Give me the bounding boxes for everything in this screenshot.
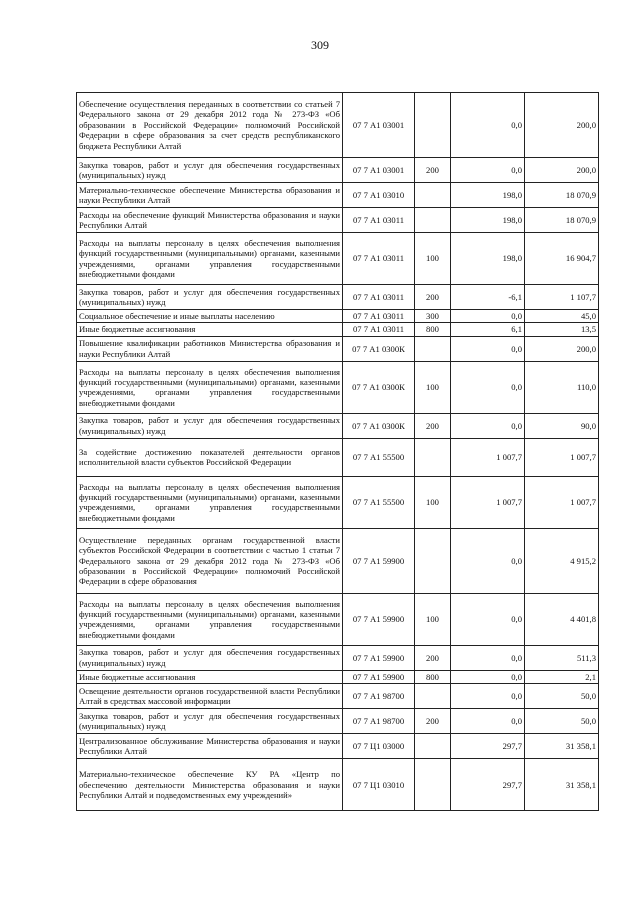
table-row — [77, 336, 599, 361]
row-name: Закупка товаров, работ и услуг для обеспечения государственных (муниципальных) нужд — [77, 709, 343, 734]
row-amount-change: 6,1 — [451, 323, 525, 336]
row-name: Расходы на выплаты персоналу в целях обеспечения выполнения функций государственными (муниципальными) органами, казенными учреждениями, органами управления государственными внебюджетными фондами — [77, 361, 343, 413]
table-row — [77, 528, 599, 593]
row-name: Социальное обеспечение и иные выплаты населению — [77, 310, 343, 323]
row-code: 07 7 А1 0300К — [343, 413, 415, 438]
row-name: Расходы на выплаты персоналу в целях обеспечения выполнения функций государственными (муниципальными) органами, казенными учреждениями, органами управления государственными внебюджетными фондами — [77, 233, 343, 285]
table-row — [77, 310, 599, 323]
row-expense-type: 100 — [415, 476, 451, 528]
table-row — [77, 323, 599, 336]
row-amount-total: 16 904,7 — [525, 233, 599, 285]
budget-table-body — [77, 93, 599, 811]
table-row — [77, 709, 599, 734]
row-amount-change: 0,0 — [451, 93, 525, 158]
row-amount-total: 50,0 — [525, 684, 599, 709]
row-expense-type — [415, 684, 451, 709]
row-code: 07 7 А1 03010 — [343, 183, 415, 208]
row-code: 07 7 А1 55500 — [343, 438, 415, 476]
row-code: 07 7 А1 03001 — [343, 158, 415, 183]
row-amount-change: 0,0 — [451, 645, 525, 670]
row-amount-total: 511,3 — [525, 645, 599, 670]
row-expense-type: 200 — [415, 158, 451, 183]
row-expense-type — [415, 183, 451, 208]
page-number: 309 — [311, 38, 329, 52]
row-name: Освещение деятельности органов государственной власти Республики Алтай в средствах массовой информации — [77, 684, 343, 709]
table-row — [77, 684, 599, 709]
table-row — [77, 734, 599, 759]
row-amount-change: 198,0 — [451, 233, 525, 285]
row-code: 07 7 А1 03001 — [343, 93, 415, 158]
row-name: Осуществление переданных органам государственной власти субъектов Российской Федерации в соответствии с частью 1 статьи 7 Федерального закона от 29 декабря 2012 года № 273-ФЗ «Об образовании в Российской Федерации» полномочий Российской Федерации в сфере образования — [77, 528, 343, 593]
table-row — [77, 476, 599, 528]
table-row — [77, 438, 599, 476]
row-name: Иные бюджетные ассигнования — [77, 323, 343, 336]
row-amount-total: 18 070,9 — [525, 208, 599, 233]
row-expense-type: 800 — [415, 670, 451, 683]
row-expense-type: 800 — [415, 323, 451, 336]
table-row — [77, 670, 599, 683]
row-amount-change: 0,0 — [451, 336, 525, 361]
row-code: 07 7 А1 98700 — [343, 684, 415, 709]
row-amount-total: 90,0 — [525, 413, 599, 438]
row-amount-change: 0,0 — [451, 413, 525, 438]
row-amount-change: 0,0 — [451, 709, 525, 734]
row-amount-total: 1 007,7 — [525, 476, 599, 528]
row-code: 07 7 А1 98700 — [343, 709, 415, 734]
row-expense-type — [415, 208, 451, 233]
row-expense-type — [415, 528, 451, 593]
row-amount-total: 31 358,1 — [525, 734, 599, 759]
row-amount-change: -6,1 — [451, 285, 525, 310]
table-row — [77, 285, 599, 310]
table-row — [77, 645, 599, 670]
row-amount-change: 0,0 — [451, 361, 525, 413]
table-row — [77, 208, 599, 233]
row-amount-change: 0,0 — [451, 158, 525, 183]
row-amount-total: 13,5 — [525, 323, 599, 336]
row-code: 07 7 А1 03011 — [343, 323, 415, 336]
row-amount-change: 0,0 — [451, 593, 525, 645]
row-amount-total: 31 358,1 — [525, 759, 599, 811]
row-code: 07 7 А1 0300К — [343, 336, 415, 361]
row-expense-type — [415, 336, 451, 361]
row-name: Расходы на выплаты персоналу в целях обеспечения выполнения функций государственными (муниципальными) органами, казенными учреждениями, органами управления государственными внебюджетными фондами — [77, 593, 343, 645]
row-amount-change: 0,0 — [451, 684, 525, 709]
row-amount-change: 297,7 — [451, 759, 525, 811]
row-amount-total: 45,0 — [525, 310, 599, 323]
row-name: Материально-техническое обеспечение КУ РА «Центр по обеспечению деятельности Министерства образования и науки Республики Алтай и подведомственных ему учреждений» — [77, 759, 343, 811]
row-expense-type — [415, 734, 451, 759]
row-amount-change: 0,0 — [451, 310, 525, 323]
table-row — [77, 361, 599, 413]
row-code: 07 7 А1 0300К — [343, 361, 415, 413]
row-expense-type: 200 — [415, 645, 451, 670]
budget-table — [76, 92, 599, 811]
row-code: 07 7 Ц1 03000 — [343, 734, 415, 759]
row-code: 07 7 А1 03011 — [343, 233, 415, 285]
row-expense-type: 200 — [415, 709, 451, 734]
row-expense-type — [415, 759, 451, 811]
row-code: 07 7 А1 03011 — [343, 310, 415, 323]
row-code: 07 7 А1 03011 — [343, 285, 415, 310]
row-code: 07 7 А1 59900 — [343, 670, 415, 683]
row-name: За содействие достижению показателей деятельности органов исполнительной власти субъектов Российской Федерации — [77, 438, 343, 476]
row-name: Материально-техническое обеспечение Министерства образования и науки Республики Алтай — [77, 183, 343, 208]
row-code: 07 7 А1 59900 — [343, 593, 415, 645]
row-amount-total: 2,1 — [525, 670, 599, 683]
row-expense-type — [415, 438, 451, 476]
row-amount-total: 4 915,2 — [525, 528, 599, 593]
row-name: Иные бюджетные ассигнования — [77, 670, 343, 683]
row-amount-total: 1 107,7 — [525, 285, 599, 310]
row-amount-change: 1 007,7 — [451, 438, 525, 476]
row-amount-change: 198,0 — [451, 208, 525, 233]
row-code: 07 7 А1 59900 — [343, 645, 415, 670]
table-row — [77, 759, 599, 811]
row-amount-change: 198,0 — [451, 183, 525, 208]
row-expense-type: 100 — [415, 361, 451, 413]
row-amount-total: 200,0 — [525, 158, 599, 183]
row-name: Закупка товаров, работ и услуг для обеспечения государственных (муниципальных) нужд — [77, 158, 343, 183]
row-expense-type — [415, 93, 451, 158]
row-amount-change: 0,0 — [451, 528, 525, 593]
row-amount-total: 1 007,7 — [525, 438, 599, 476]
row-amount-total: 50,0 — [525, 709, 599, 734]
row-amount-total: 200,0 — [525, 93, 599, 158]
table-row — [77, 183, 599, 208]
row-expense-type: 200 — [415, 413, 451, 438]
row-amount-change: 1 007,7 — [451, 476, 525, 528]
row-name: Закупка товаров, работ и услуг для обеспечения государственных (муниципальных) нужд — [77, 285, 343, 310]
row-name: Повышение квалификации работников Министерства образования и науки Республики Алтай — [77, 336, 343, 361]
table-row — [77, 413, 599, 438]
row-amount-total: 18 070,9 — [525, 183, 599, 208]
row-code: 07 7 А1 55500 — [343, 476, 415, 528]
row-amount-total: 4 401,8 — [525, 593, 599, 645]
row-expense-type: 100 — [415, 593, 451, 645]
row-name: Закупка товаров, работ и услуг для обеспечения государственных (муниципальных) нужд — [77, 645, 343, 670]
row-amount-total: 110,0 — [525, 361, 599, 413]
row-name: Расходы на выплаты персоналу в целях обеспечения выполнения функций государственными (муниципальными) органами, казенными учреждениями, органами управления государственными внебюджетными фондами — [77, 476, 343, 528]
row-name: Закупка товаров, работ и услуг для обеспечения государственных (муниципальных) нужд — [77, 413, 343, 438]
row-name: Обеспечение осуществления переданных в соответствии со статьей 7 Федерального закона от 29 декабря 2012 года № 273-ФЗ «Об образовании в Российской Федерации» полномочий Российской Федерации в сфере образования за счет средств республиканского бюджета Республики Алтай — [77, 93, 343, 158]
row-amount-change: 0,0 — [451, 670, 525, 683]
row-amount-change: 297,7 — [451, 734, 525, 759]
table-row — [77, 93, 599, 158]
row-expense-type: 200 — [415, 285, 451, 310]
row-expense-type: 300 — [415, 310, 451, 323]
table-row — [77, 158, 599, 183]
row-code: 07 7 А1 03011 — [343, 208, 415, 233]
row-expense-type: 100 — [415, 233, 451, 285]
row-name: Расходы на обеспечение функций Министерства образования и науки Республики Алтай — [77, 208, 343, 233]
row-amount-total: 200,0 — [525, 336, 599, 361]
table-row — [77, 233, 599, 285]
table-row — [77, 593, 599, 645]
row-name: Централизованное обслуживание Министерства образования и науки Республики Алтай — [77, 734, 343, 759]
row-code: 07 7 А1 59900 — [343, 528, 415, 593]
row-code: 07 7 Ц1 03010 — [343, 759, 415, 811]
